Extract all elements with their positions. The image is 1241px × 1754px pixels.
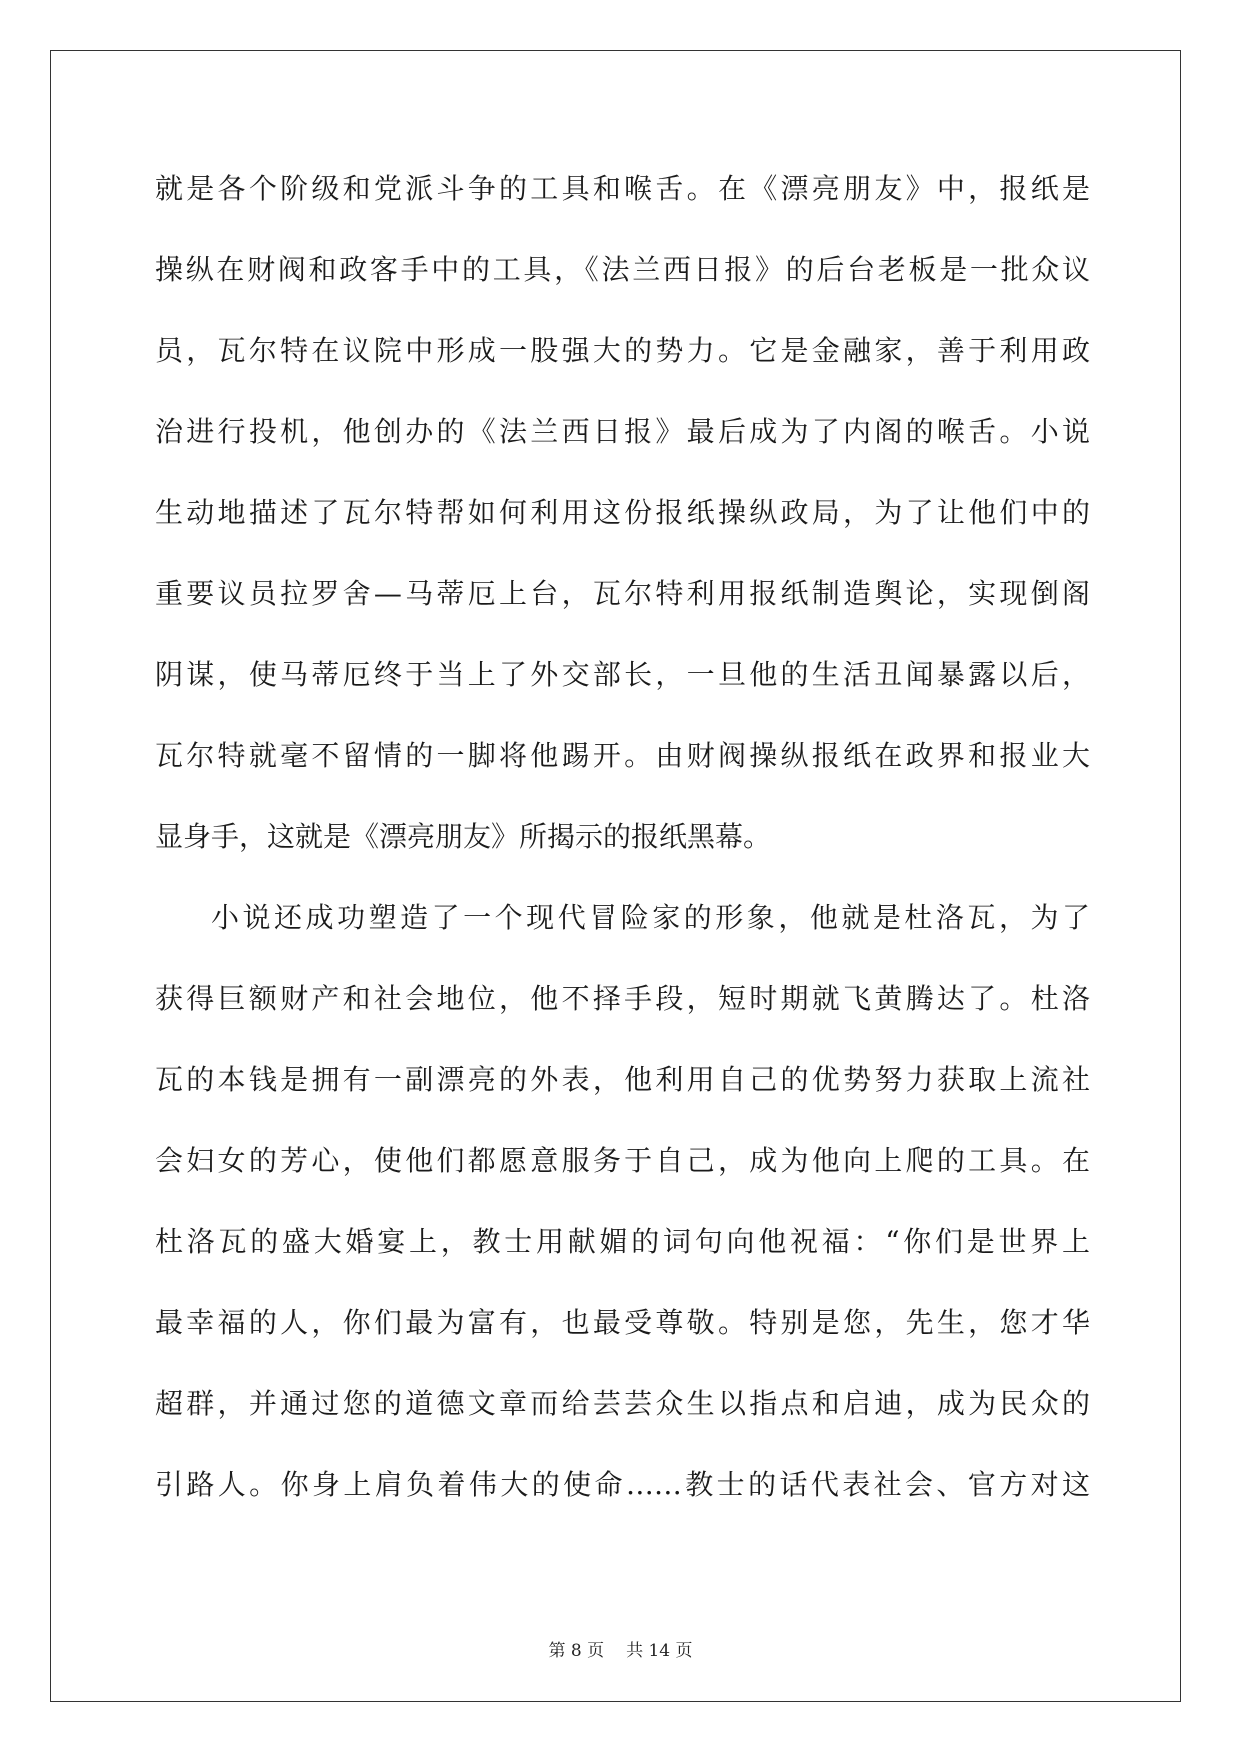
page-number: 第 8 页: [548, 1641, 605, 1661]
paragraph: [155, 162, 1090, 891]
text-line: 生动地描述了瓦尔特帮如何利用这份报纸操纵政局，为了让他们中的: [155, 496, 1090, 529]
text-line: 瓦的本钱是拥有一副漂亮的外表，他利用自己的优势努力获取上流社: [155, 1063, 1090, 1096]
text-line: 显身手，这就是《漂亮朋友》所揭示的报纸黑幕。: [155, 820, 772, 853]
text-line: 最幸福的人，你们最为富有，也最受尊敬。特别是您，先生，您才华: [155, 1306, 1090, 1339]
text-line: 操纵在财阀和政客手中的工具，《法兰西日报》的后台老板是一批众议: [155, 253, 1090, 286]
text-line: 瓦尔特就毫不留情的一脚将他踢开。由财阀操纵报纸在政界和报业大: [155, 739, 1090, 772]
text-line: 就是各个阶级和党派斗争的工具和喉舌。在《漂亮朋友》中，报纸是: [155, 172, 1090, 205]
text-line: 杜洛瓦的盛大婚宴上，教士用献媚的词句向他祝福：“你们是世界上: [155, 1225, 1090, 1258]
text-line: 治进行投机，他创办的《法兰西日报》最后成为了内阁的喉舌。小说: [155, 415, 1090, 448]
paragraph: [155, 891, 1090, 1539]
text-line: 重要议员拉罗舍—马蒂厄上台，瓦尔特利用报纸制造舆论，实现倒阁: [155, 577, 1090, 610]
text-line: 会妇女的芳心，使他们都愿意服务于自己，成为他向上爬的工具。在: [155, 1144, 1090, 1177]
text-line: 小说还成功塑造了一个现代冒险家的形象，他就是杜洛瓦，为了: [211, 901, 1090, 934]
document-body: [155, 162, 1090, 1539]
text-line: 阴谋，使马蒂厄终于当上了外交部长，一旦他的生活丑闻暴露以后，: [155, 658, 1090, 691]
page-total: 共 14 页: [626, 1641, 693, 1661]
text-line: 获得巨额财产和社会地位，他不择手段，短时期就飞黄腾达了。杜洛: [155, 982, 1090, 1015]
page-footer: [0, 1636, 1241, 1661]
text-line: 员，瓦尔特在议院中形成一股强大的势力。它是金融家，善于利用政: [155, 334, 1090, 367]
text-line: 超群，并通过您的道德文章而给芸芸众生以指点和启迪，成为民众的: [155, 1387, 1090, 1420]
text-line: 引路人。你身上肩负着伟大的使命……教士的话代表社会、官方对这: [155, 1468, 1090, 1501]
